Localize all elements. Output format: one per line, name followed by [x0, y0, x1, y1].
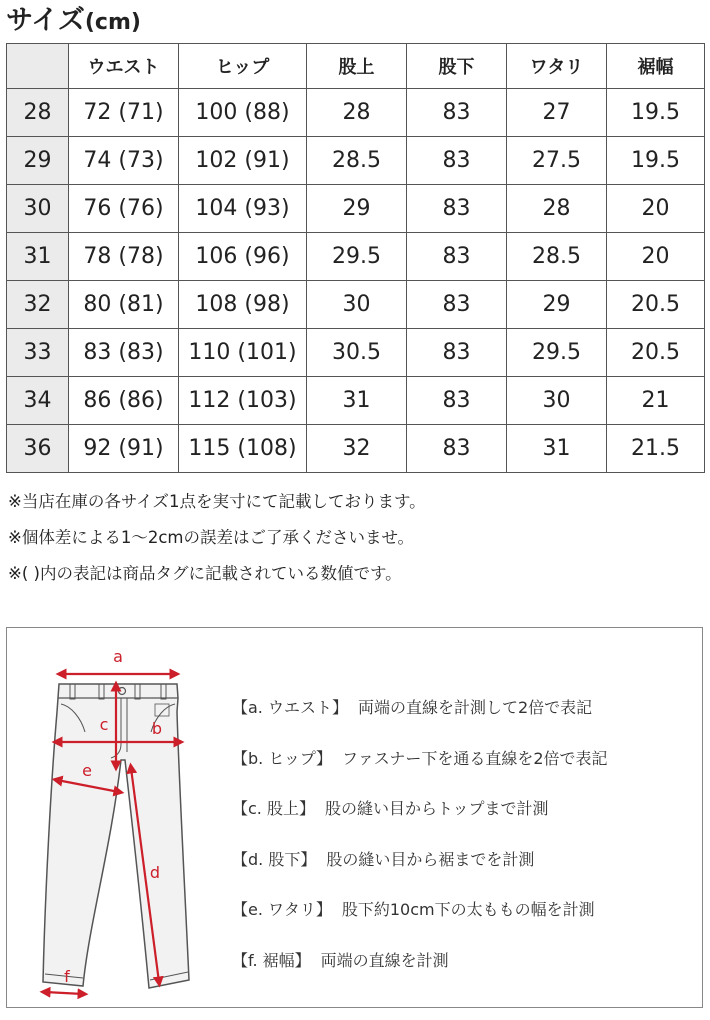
- legend-key: 【b. ヒップ】: [232, 748, 333, 768]
- column-header-thigh: ワタリ: [507, 44, 607, 89]
- hem-cell: 19.5: [607, 89, 705, 137]
- table-row: [7, 281, 705, 329]
- thigh-cell: 28: [507, 185, 607, 233]
- legend-text: 両端の直線を計測して2倍で表記: [357, 698, 593, 717]
- page-title: [6, 4, 141, 38]
- hem-cell: 21.5: [607, 425, 705, 473]
- table-corner-cell: [7, 44, 69, 89]
- note-stock-measurement: ※当店在庫の各サイズ1点を実寸にて記載しております。: [8, 492, 426, 511]
- legend-item-inseam: [232, 835, 692, 886]
- waist-cell: 76 (76): [69, 185, 179, 233]
- column-header-inseam: 股下: [407, 44, 507, 89]
- measurement-legend: [232, 683, 692, 986]
- legend-item-thigh: [232, 885, 692, 936]
- note-tolerance: ※個体差による1〜2cmの誤差はご了承くださいませ。: [8, 528, 414, 547]
- rise-cell: 28: [307, 89, 407, 137]
- hem-cell: 20.5: [607, 329, 705, 377]
- rise-cell: 29: [307, 185, 407, 233]
- size-cell: 36: [7, 425, 69, 473]
- column-header-rise: 股上: [307, 44, 407, 89]
- waist-cell: 74 (73): [69, 137, 179, 185]
- hip-cell: 115 (108): [179, 425, 307, 473]
- thigh-cell: 28.5: [507, 233, 607, 281]
- column-header-waist: ウエスト: [69, 44, 179, 89]
- jeans-measurement-diagram-icon: [37, 642, 217, 1002]
- legend-text: 両端の直線を計測: [320, 950, 449, 970]
- hem-cell: 20: [607, 185, 705, 233]
- inseam-cell: 83: [407, 185, 507, 233]
- hip-cell: 104 (93): [179, 185, 307, 233]
- table-row: [7, 233, 705, 281]
- inseam-cell: 83: [407, 425, 507, 473]
- legend-key: 【a. ウエスト】: [232, 698, 348, 717]
- inseam-cell: 83: [407, 377, 507, 425]
- waist-cell: 92 (91): [69, 425, 179, 473]
- table-row: [7, 377, 705, 425]
- thigh-cell: 29: [507, 281, 607, 329]
- size-cell: 32: [7, 281, 69, 329]
- size-cell: 34: [7, 377, 69, 425]
- legend-text: 股の縫い目から裾までを計測: [326, 849, 535, 869]
- legend-text: 股下約10cm下の太ももの幅を計測: [341, 900, 595, 919]
- hip-cell: 100 (88): [179, 89, 307, 137]
- table-row: [7, 185, 705, 233]
- label-b: b: [151, 719, 163, 738]
- thigh-cell: 30: [507, 377, 607, 425]
- waist-cell: 86 (86): [69, 377, 179, 425]
- legend-key: 【f. 裾幅】: [232, 950, 311, 970]
- table-row: [7, 425, 705, 473]
- thigh-cell: 27.5: [507, 137, 607, 185]
- page-title-unit: (cm): [84, 10, 141, 35]
- hip-cell: 108 (98): [179, 281, 307, 329]
- size-cell: 33: [7, 329, 69, 377]
- hem-cell: 21: [607, 377, 705, 425]
- rise-cell: 30: [307, 281, 407, 329]
- thigh-cell: 31: [507, 425, 607, 473]
- inseam-cell: 83: [407, 137, 507, 185]
- table-row: [7, 329, 705, 377]
- size-table: [6, 43, 705, 473]
- waist-cell: 80 (81): [69, 281, 179, 329]
- hip-cell: 110 (101): [179, 329, 307, 377]
- label-a: a: [113, 647, 123, 666]
- legend-item-waist: [232, 683, 692, 734]
- legend-item-rise: [232, 784, 692, 835]
- measurement-guide: [6, 627, 703, 1008]
- label-f: f: [64, 967, 70, 986]
- label-d: d: [149, 863, 161, 882]
- rise-cell: 31: [307, 377, 407, 425]
- notes: [8, 484, 708, 592]
- size-cell: 29: [7, 137, 69, 185]
- legend-item-hip: [232, 734, 692, 785]
- legend-key: 【d. 股下】: [232, 849, 317, 869]
- table-header-row: [7, 44, 705, 89]
- rise-cell: 29.5: [307, 233, 407, 281]
- legend-text: 股の縫い目からトップまで計測: [324, 799, 549, 818]
- hem-arrow: [45, 992, 83, 994]
- thigh-cell: 29.5: [507, 329, 607, 377]
- hem-cell: 19.5: [607, 137, 705, 185]
- page-title-text: サイズ: [6, 5, 85, 36]
- legend-item-hem: [232, 936, 692, 987]
- column-header-hem: 裾幅: [607, 44, 705, 89]
- inseam-cell: 83: [407, 233, 507, 281]
- waist-cell: 83 (83): [69, 329, 179, 377]
- table-row: [7, 89, 705, 137]
- waist-cell: 72 (71): [69, 89, 179, 137]
- thigh-cell: 27: [507, 89, 607, 137]
- inseam-cell: 83: [407, 89, 507, 137]
- hip-cell: 112 (103): [179, 377, 307, 425]
- label-c: c: [99, 715, 109, 734]
- size-cell: 28: [7, 89, 69, 137]
- column-header-hip: ヒップ: [179, 44, 307, 89]
- table-body: [7, 89, 705, 473]
- table-row: [7, 137, 705, 185]
- legend-key: 【e. ワタリ】: [232, 900, 332, 919]
- rise-cell: 28.5: [307, 137, 407, 185]
- hip-cell: 102 (91): [179, 137, 307, 185]
- hip-cell: 106 (96): [179, 233, 307, 281]
- size-cell: 31: [7, 233, 69, 281]
- hem-cell: 20.5: [607, 281, 705, 329]
- size-cell: 30: [7, 185, 69, 233]
- inseam-cell: 83: [407, 329, 507, 377]
- legend-key: 【c. 股上】: [232, 799, 315, 818]
- rise-cell: 32: [307, 425, 407, 473]
- hem-cell: 20: [607, 233, 705, 281]
- waist-cell: 78 (78): [69, 233, 179, 281]
- legend-text: ファスナー下を通る直線を2倍で表記: [342, 748, 608, 768]
- inseam-cell: 83: [407, 281, 507, 329]
- note-tag-values: ※( )内の表記は商品タグに記載されている数値です。: [8, 564, 402, 583]
- label-e: e: [82, 761, 92, 780]
- rise-cell: 30.5: [307, 329, 407, 377]
